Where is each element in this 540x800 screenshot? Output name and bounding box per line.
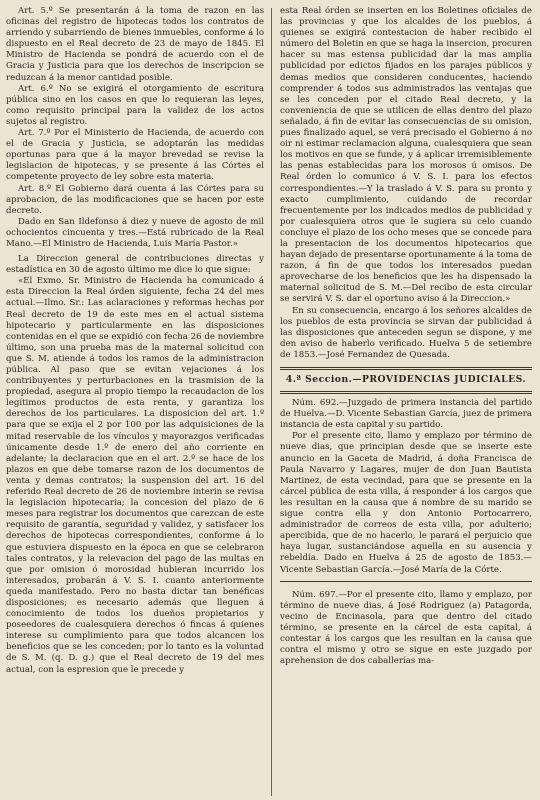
section-rule <box>280 367 532 370</box>
section-heading: 4.ª Seccion.—PROVIDENCIAS JUDICIALES. <box>285 374 527 385</box>
article-7: Art. 7.º Por el Ministerio de Hacienda, de acuerdo con el de Gracia y Justicia, se adoptarán las medidas oportunas para que á la mayor brevedad se revise la legislacion de hipotecas, y se presente á las Córtes el competente proyecto de ley sobre esta materia. <box>6 128 264 183</box>
direction-intro: La Direccion general de contribuciones directas y estadística en 30 de agosto último me dice lo que sigue: <box>6 254 264 276</box>
governor-instruction: En su consecuencia, encargo á los señores alcaldes de los pueblos de esta provincia se sirvan dar publicidad á las disposiciones que anteceden segun se dispone, y me den aviso de haberlo verificado. Huelva 5 de setiembre de 1853.—José Fernandez de Quesada. <box>280 305 532 360</box>
decree-signature: Dado en San Ildefonso á diez y nueve de agosto de mil ochocientos cincuenta y tres.—Está rubricado de la Real Mano.—El Ministro de Hacienda, Luis María Pastor.» <box>6 216 264 249</box>
notice-divider <box>280 581 532 582</box>
section-rule-bottom <box>280 391 532 394</box>
left-column <box>6 6 264 676</box>
column-divider <box>271 8 272 796</box>
right-column <box>280 6 532 667</box>
royal-order-continuation: esta Real órden se inserten en los Boletines oficiales de las provincias y que los alcaldes de los pueblos, á quienes se exigirá contestacion de haber recibido el número del Boletin en que se haga la insercion, procuren hacer su mas estensa publicidad dar la mas amplia publicidad por edictos fijados en los parajes públicos y demas medios que consideren conducentes, haciendo comprender á todos sus administrados las ventajas que se les conceden por el citado Real decreto, y la conveniencia de que se utilicen de ellas dentro del plazo señalado, á fin de evitar las consecuencias de su omision, pues finalizado aquel, se verá precisado el Gobierno á no oir ni estimar reclamacion alguna, cualesquiera que sean los motivos en que se funde, y á aplicar irremisiblemente las penas establecidas para los morosos ú omisos. De Real órden lo comunico á V. S. I. para los efectos correspondientes.—Y la traslado á V. S. para su pronto y exacto cumplimiento, cuidando de recordar frecuentemente por los indicados medios de publicidad y por cualesquiera otros que le sugiera su celo cuando concluye el plazo de los ocho meses que se concede para la presentacion de los documentos hipotecarios que hayan dejado de presentarse oportunamente á la toma de razon, á fin de que todos los interesados puedan aprovecharse de los beneficios que les ha dispensado la maternal solicitud de S. M.—Del recibo de esta circular se servirá V. S. dar el oportuno aviso á la Direccion.» <box>280 6 532 305</box>
article-5: Art. 5.º Se presentarán á la toma de razon en las oficinas del registro de hipotecas todos los contratos de arriendo y subarriendo de bienes inmuebles, conforme á lo dispuesto en el Real decreto de 23 de mayo de 1845. El Ministro de Hacienda se pondrá de acuerdo con el de Gracia y Justicia para que los derechos de inscripcion se reduzcan á la menor cantidad posible. <box>6 6 264 83</box>
notice-692-body: Por el presente cito, llamo y emplazo por término de nueve dias, que principian desde que se inserte este anuncio en la Gaceta de Madrid, á doña Francisca de Paula Navarro y Lagares, mujer de don Juan Bautista Martinez, de esta vecindad, para que se presente en la cárcel pública de esta villa, á responder á los cargos que les resultan en la causa que á nombre de su marido se sigue contra ella y don Antonio Portocarrero, administrador de correos de esta villa, por adulterio; apercibida, que de no hacerlo, le parará el perjuicio que haya lugar, sustanciándose aquella en su ausencia y rebeldía. Dado en Huelva á 25 de agosto de 1853.—Vicente Sebastian García.—José María de la Córte. <box>280 431 532 575</box>
article-8: Art. 8.º El Gobierno dará cuenta á las Córtes para su aprobacion, de las modificaciones que se hacen por este decreto. <box>6 183 264 216</box>
royal-order-text: «El Exmo. Sr. Ministro de Hacienda ha comunicado á esta Direccion la Real órden siguiente, fecha 24 del mes actual.—Ilmo. Sr.: Las aclaraciones y reformas hechas por Real decreto de 19 de este mes en el actual sistema hipotecario y particularmente en las disposiciones contenidas en el que se expidió con fecha 26 de noviembre último, son una prueba mas de la maternal solicitud con que S. M. atiende á todos los ramos de la administracion pública. Al paso que se evitan vejaciones á los contribuyentes y perturbaciones en la trasmision de la propiedad, asegura al propio tiempo la recaudacion de los legítimos productos de esta renta, y garantiza los derechos de los particulares. La disposicion del art. 1.º para que se exija el 2 por 100 por las adquisiciones de la mitad reservable de los vínculos y mayorazgos verificadas únicamente desde 1.º de enero del año corriente en adelante; la declaracion que en el art. 2.º se hace de los plazos en que debe tomarse razon de los documentos de venta y demas contratos; la suspension del art. 16 del referido Real decreto de 26 de noviembre interin se revisa la legislacion hipotecaria; la concesion del plazo de 6 meses para registrar los documentos que carezcan de este requisito de garantía, seguridad y validez, y satisfacer los derechos de hipotecas correspondientes, conforme á lo que estuviera dispuesto en la época en que se celebraron tales contratos, y la relevacion del pago de las multas en que por omision ó morosidad hubieran incurrido los interesados, probarán á V. S. I. cuanto anteriormente queda manifestado. Pero no basta dictar tan benéficas disposiciones; es necesario además que lleguen á conocimiento de todos los dueños propietarios y poseedores de cualesquiera derechos ó fincas á quienes interese su cumplimiento para que todos alcancen los beneficios que se les conceden; por lo tanto es la voluntad de S. M. (q. D. g.) que el Real decreto de 19 del mes actual, con la espresion que le precede y <box>6 276 264 675</box>
notice-692-header: Núm. 692.—Juzgado de primera instancia del partido de Huelva.—D. Vicente Sebastian García, juez de primera instancia de esta capital y su partido. <box>280 398 532 431</box>
article-6: Art. 6.º No se exigirá el otorgamiento de escritura pública sino en los casos en que lo requieran las leyes, como requisito principal para la validez de los actos sujetos al registro. <box>6 83 264 127</box>
notice-697: Núm. 697.—Por el presente cito, llamo y emplazo, por término de nueve dias, á José Rodriguez (a) Patagorda, vecino de Encinasola, para que dentro del citado término, se presente en la cárcel de esta capital, á contestar á los cargos que les resultan en la causa que contra el mismo y otro se sigue en este juzgado por aprehension de dos caballerías ma- <box>280 589 532 667</box>
